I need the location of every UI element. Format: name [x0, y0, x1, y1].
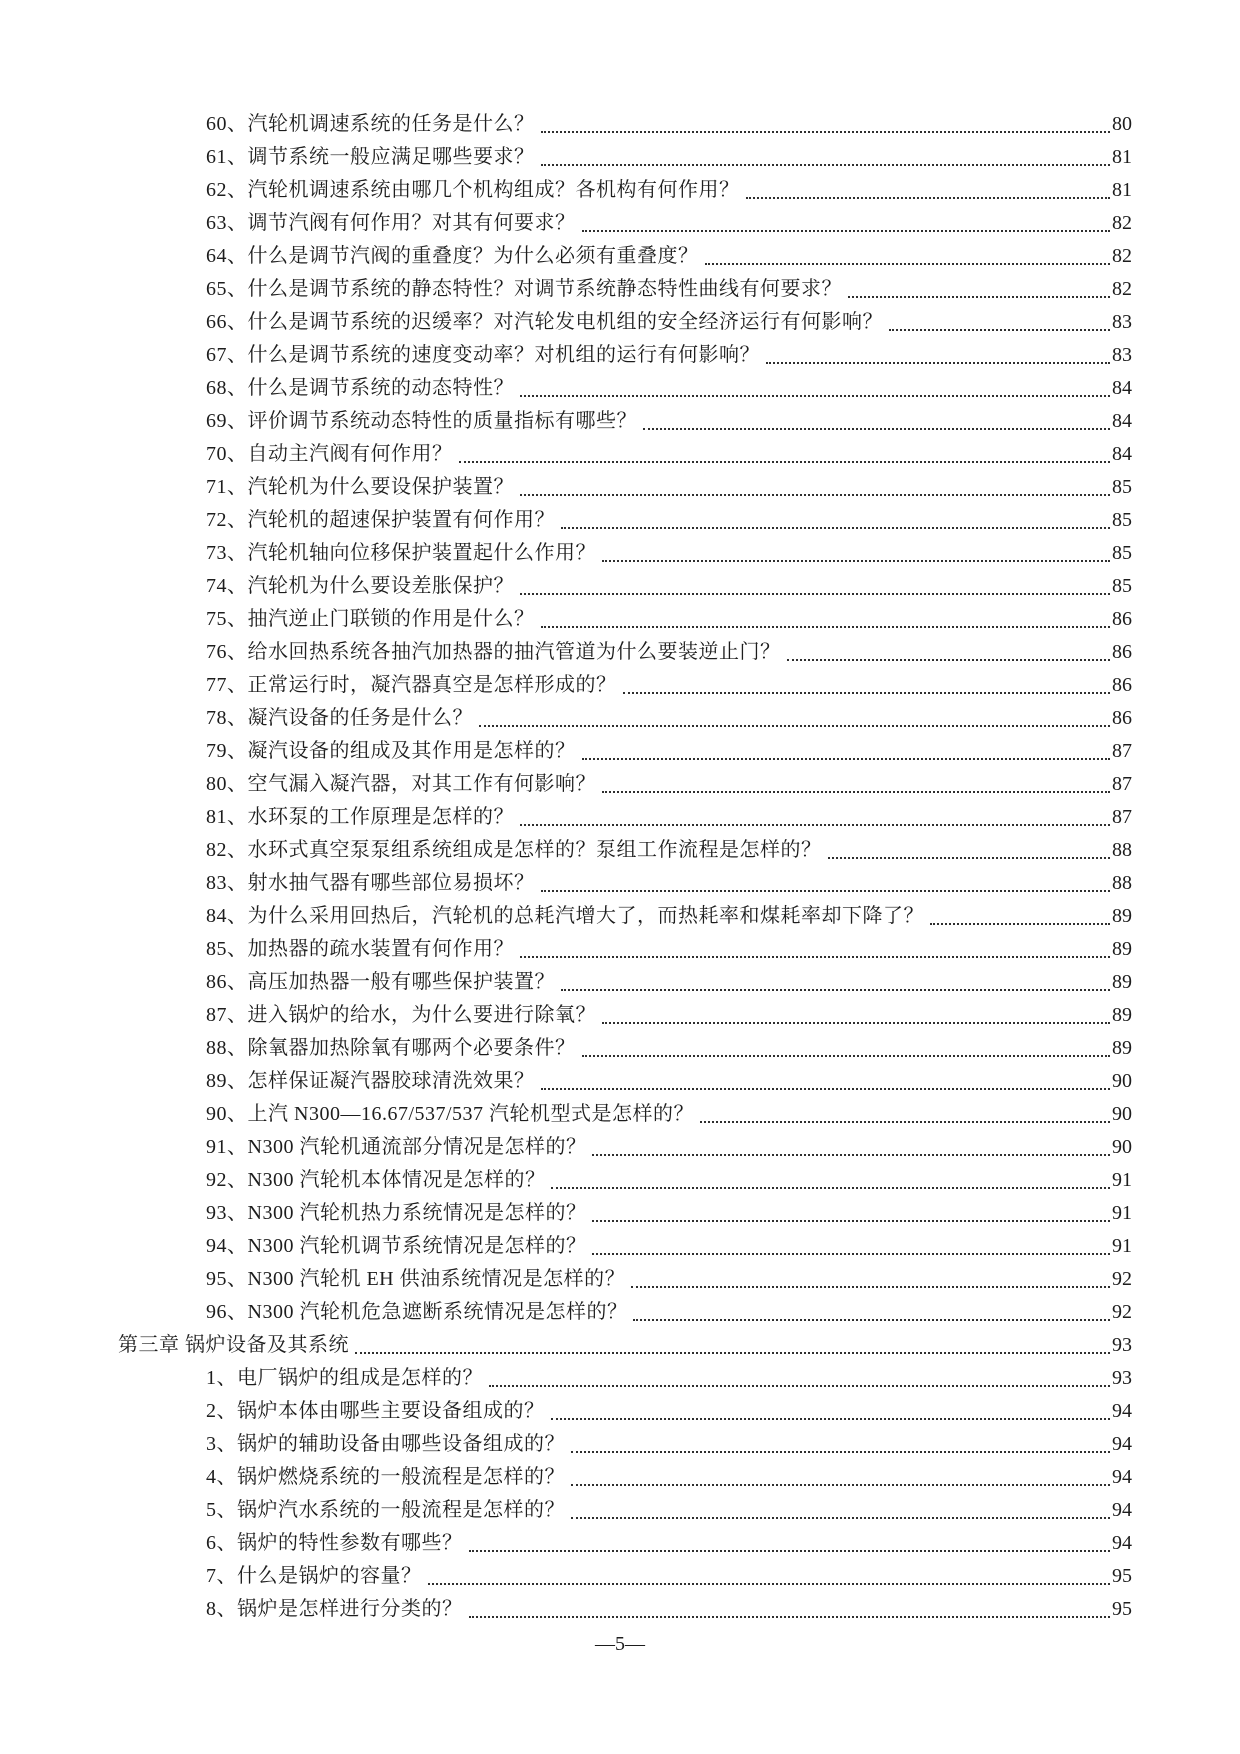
- toc-entry-label: 5、锅炉汽水系统的一般流程是怎样的？: [206, 1499, 565, 1521]
- toc-entry: [118, 999, 1132, 1032]
- toc-entry: [118, 669, 1132, 702]
- toc-dot-leader: [746, 197, 1111, 199]
- toc-entry: [118, 306, 1132, 339]
- toc-entry-label: 77、正常运行时，凝汽器真空是怎样形成的？: [206, 674, 617, 696]
- toc-page-number: 84: [1112, 377, 1132, 399]
- toc-page-number: 86: [1112, 641, 1132, 663]
- toc-entry: [118, 570, 1132, 603]
- toc-entry: [118, 1197, 1132, 1230]
- toc-dot-leader: [623, 692, 1111, 694]
- toc-entry: [118, 702, 1132, 735]
- toc-page-number: 88: [1112, 839, 1132, 861]
- toc-page-number: 91: [1112, 1202, 1132, 1224]
- toc-entry: [118, 1263, 1132, 1296]
- toc-list: [118, 108, 1132, 1626]
- toc-entry-label: 6、锅炉的特性参数有哪些？: [206, 1532, 463, 1554]
- toc-entry: [118, 174, 1132, 207]
- toc-entry: [118, 1593, 1132, 1626]
- toc-entry-label: 8、锅炉是怎样进行分类的？: [206, 1598, 463, 1620]
- toc-entry-label: 62、汽轮机调速系统由哪几个机构组成？各机构有何作用？: [206, 179, 740, 201]
- toc-page-number: 89: [1112, 1004, 1132, 1026]
- toc-entry-label: 71、汽轮机为什么要设保护装置？: [206, 476, 514, 498]
- toc-dot-leader: [520, 956, 1110, 958]
- toc-entry-label: 79、凝汽设备的组成及其作用是怎样的？: [206, 740, 576, 762]
- toc-entry-label: 7、什么是锅炉的容量？: [206, 1565, 422, 1587]
- toc-entry-label: 60、汽轮机调速系统的任务是什么？: [206, 113, 535, 135]
- toc-page-number: 87: [1112, 806, 1132, 828]
- toc-dot-leader: [571, 1517, 1110, 1519]
- toc-entry-label: 1、电厂锅炉的组成是怎样的？: [206, 1367, 483, 1389]
- toc-dot-leader: [787, 659, 1111, 661]
- toc-dot-leader: [571, 1451, 1110, 1453]
- toc-entry: [118, 933, 1132, 966]
- toc-dot-leader: [602, 791, 1110, 793]
- toc-entry-label: 3、锅炉的辅助设备由哪些设备组成的？: [206, 1433, 565, 1455]
- toc-page-number: 84: [1112, 410, 1132, 432]
- toc-entry: [118, 1560, 1132, 1593]
- toc-page-number: 91: [1112, 1169, 1132, 1191]
- toc-dot-leader: [469, 1616, 1111, 1618]
- toc-dot-leader: [592, 1253, 1110, 1255]
- toc-entry-label: 74、汽轮机为什么要设差胀保护？: [206, 575, 514, 597]
- toc-dot-leader: [541, 164, 1111, 166]
- toc-entry: [118, 834, 1132, 867]
- toc-entry-label: 92、N300 汽轮机本体情况是怎样的？: [206, 1169, 546, 1191]
- toc-entry-label: 69、评价调节系统动态特性的质量指标有哪些？: [206, 410, 637, 432]
- toc-entry-label: 61、调节系统一般应满足哪些要求？: [206, 146, 535, 168]
- toc-page-number: 82: [1112, 245, 1132, 267]
- toc-dot-leader: [561, 989, 1110, 991]
- toc-dot-leader: [561, 527, 1110, 529]
- toc-dot-leader: [643, 428, 1110, 430]
- toc-page-number: 80: [1112, 113, 1132, 135]
- toc-dot-leader: [889, 329, 1110, 331]
- toc-page-number: 88: [1112, 872, 1132, 894]
- toc-page-number: 89: [1112, 938, 1132, 960]
- toc-entry: [118, 504, 1132, 537]
- toc-page-number: 83: [1112, 344, 1132, 366]
- toc-dot-leader: [541, 890, 1111, 892]
- toc-entry: [118, 900, 1132, 933]
- toc-entry-label: 80、空气漏入凝汽器，对其工作有何影响？: [206, 773, 596, 795]
- toc-entry-label: 95、N300 汽轮机 EH 供油系统情况是怎样的？: [206, 1268, 626, 1290]
- toc-entry-label: 76、给水回热系统各抽汽加热器的抽汽管道为什么要装逆止门？: [206, 641, 781, 663]
- toc-page-number: 93: [1112, 1367, 1132, 1389]
- toc-entry: [118, 273, 1132, 306]
- toc-entry: [118, 603, 1132, 636]
- toc-entry: [118, 867, 1132, 900]
- toc-entry: [118, 1527, 1132, 1560]
- toc-dot-leader: [602, 1022, 1110, 1024]
- toc-dot-leader: [551, 1187, 1110, 1189]
- toc-page-number: 84: [1112, 443, 1132, 465]
- toc-page-number: 92: [1112, 1268, 1132, 1290]
- toc-dot-leader: [541, 131, 1111, 133]
- toc-entry: [118, 471, 1132, 504]
- toc-entry-label: 75、抽汽逆止门联锁的作用是什么？: [206, 608, 535, 630]
- toc-page-number: 95: [1112, 1598, 1132, 1620]
- toc-entry-label: 64、什么是调节汽阀的重叠度？为什么必须有重叠度？: [206, 245, 699, 267]
- toc-page-number: 89: [1112, 1037, 1132, 1059]
- toc-entry-label: 87、进入锅炉的给水，为什么要进行除氧？: [206, 1004, 596, 1026]
- toc-page-number: 85: [1112, 542, 1132, 564]
- toc-entry: [118, 636, 1132, 669]
- toc-dot-leader: [582, 758, 1111, 760]
- toc-page-number: 95: [1112, 1565, 1132, 1587]
- toc-dot-leader: [592, 1220, 1110, 1222]
- toc-entry: [118, 1164, 1132, 1197]
- toc-page-number: 85: [1112, 575, 1132, 597]
- toc-entry: [118, 1428, 1132, 1461]
- toc-entry-label: 89、怎样保证凝汽器胶球清洗效果？: [206, 1070, 535, 1092]
- toc-entry: [118, 1131, 1132, 1164]
- toc-entry-label: 68、什么是调节系统的动态特性？: [206, 377, 514, 399]
- toc-dot-leader: [551, 1418, 1111, 1420]
- toc-entry: [118, 372, 1132, 405]
- toc-entry-label: 85、加热器的疏水装置有何作用？: [206, 938, 514, 960]
- toc-dot-leader: [930, 923, 1110, 925]
- toc-dot-leader: [633, 1319, 1110, 1321]
- toc-dot-leader: [828, 857, 1111, 859]
- toc-dot-leader: [582, 1055, 1111, 1057]
- toc-entry: [118, 438, 1132, 471]
- toc-entry: [118, 537, 1132, 570]
- toc-dot-leader: [766, 362, 1110, 364]
- toc-entry: [118, 1461, 1132, 1494]
- toc-entry: [118, 801, 1132, 834]
- toc-entry-label: 65、什么是调节系统的静态特性？对调节系统静态特性曲线有何要求？: [206, 278, 842, 300]
- toc-entry: [118, 141, 1132, 174]
- toc-page-number: 83: [1112, 311, 1132, 333]
- toc-dot-leader: [428, 1583, 1111, 1585]
- toc-page-number: 91: [1112, 1235, 1132, 1257]
- toc-entry: [118, 339, 1132, 372]
- toc-page-number: 85: [1112, 476, 1132, 498]
- toc-entry-label: 81、水环泵的工作原理是怎样的？: [206, 806, 514, 828]
- toc-dot-leader: [705, 263, 1111, 265]
- toc-entry-label: 86、高压加热器一般有哪些保护装置？: [206, 971, 555, 993]
- toc-page-number: 94: [1112, 1433, 1132, 1455]
- page-footer: [0, 1628, 1240, 1661]
- toc-dot-leader: [602, 560, 1110, 562]
- toc-entry: [118, 1098, 1132, 1131]
- toc-dot-leader: [489, 1385, 1110, 1387]
- toc-entry-label: 73、汽轮机轴向位移保护装置起什么作用？: [206, 542, 596, 564]
- toc-page-number: 92: [1112, 1301, 1132, 1323]
- toc-entry: [118, 1032, 1132, 1065]
- toc-entry: [118, 966, 1132, 999]
- toc-page-number: 94: [1112, 1499, 1132, 1521]
- toc-entry: [118, 108, 1132, 141]
- toc-entry-label: 83、射水抽气器有哪些部位易损坏？: [206, 872, 535, 894]
- toc-entry: [118, 1362, 1132, 1395]
- toc-page-number: 85: [1112, 509, 1132, 531]
- toc-entry-label: 67、什么是调节系统的速度变动率？对机组的运行有何影响？: [206, 344, 760, 366]
- toc-entry: [118, 405, 1132, 438]
- toc-entry: [118, 735, 1132, 768]
- toc-page-number: 86: [1112, 674, 1132, 696]
- toc-entry-label: 66、什么是调节系统的迟缓率？对汽轮发电机组的安全经济运行有何影响？: [206, 311, 883, 333]
- toc-page-number: 90: [1112, 1103, 1132, 1125]
- toc-dot-leader: [571, 1484, 1110, 1486]
- toc-page-number: 94: [1112, 1532, 1132, 1554]
- toc-dot-leader: [700, 1121, 1110, 1123]
- toc-dot-leader: [582, 230, 1111, 232]
- toc-dot-leader: [520, 395, 1110, 397]
- toc-page-number: 87: [1112, 740, 1132, 762]
- toc-entry-label: 90、上汽 N300—16.67/537/537 汽轮机型式是怎样的？: [206, 1103, 695, 1125]
- toc-dot-leader: [541, 626, 1111, 628]
- toc-page-number: 94: [1112, 1400, 1132, 1422]
- toc-page-number: 82: [1112, 212, 1132, 234]
- toc-dot-leader: [848, 296, 1110, 298]
- toc-entry: [118, 768, 1132, 801]
- toc-dot-leader: [520, 494, 1110, 496]
- toc-entry-label: 4、锅炉燃烧系统的一般流程是怎样的？: [206, 1466, 565, 1488]
- toc-entry: [118, 1065, 1132, 1098]
- toc-entry-label: 78、凝汽设备的任务是什么？: [206, 707, 473, 729]
- toc-page-number: 87: [1112, 773, 1132, 795]
- toc-page-number: 86: [1112, 608, 1132, 630]
- toc-dot-leader: [592, 1154, 1110, 1156]
- toc-dot-leader: [520, 593, 1110, 595]
- toc-entry-label: 72、汽轮机的超速保护装置有何作用？: [206, 509, 555, 531]
- toc-entry-label: 82、水环式真空泵泵组系统组成是怎样的？泵组工作流程是怎样的？: [206, 839, 822, 861]
- toc-entry-label: 第三章 锅炉设备及其系统: [118, 1334, 349, 1356]
- toc-page-number: 82: [1112, 278, 1132, 300]
- toc-dot-leader: [631, 1286, 1110, 1288]
- toc-page-number: 81: [1112, 179, 1132, 201]
- toc-page-number: 89: [1112, 905, 1132, 927]
- toc-entry-label: 2、锅炉本体由哪些主要设备组成的？: [206, 1400, 545, 1422]
- toc-dot-leader: [459, 461, 1111, 463]
- toc-entry: [118, 1395, 1132, 1428]
- toc-entry-label: 88、除氧器加热除氧有哪两个必要条件？: [206, 1037, 576, 1059]
- toc-entry: [118, 207, 1132, 240]
- toc-dot-leader: [355, 1352, 1110, 1354]
- toc-entry-label: 94、N300 汽轮机调节系统情况是怎样的？: [206, 1235, 587, 1257]
- toc-page-number: 90: [1112, 1070, 1132, 1092]
- toc-page-number: 93: [1112, 1334, 1132, 1356]
- toc-dot-leader: [541, 1088, 1111, 1090]
- toc-page-number: 81: [1112, 146, 1132, 168]
- toc-dot-leader: [479, 725, 1110, 727]
- toc-page-number: 86: [1112, 707, 1132, 729]
- toc-entry-label: 93、N300 汽轮机热力系统情况是怎样的？: [206, 1202, 587, 1224]
- toc-entry-label: 63、调节汽阀有何作用？对其有何要求？: [206, 212, 576, 234]
- toc-dot-leader: [469, 1550, 1111, 1552]
- toc-entry: [118, 1329, 1132, 1362]
- toc-entry-label: 70、自动主汽阀有何作用？: [206, 443, 453, 465]
- toc-page-number: 89: [1112, 971, 1132, 993]
- toc-entry: [118, 1296, 1132, 1329]
- toc-page-number: 90: [1112, 1136, 1132, 1158]
- toc-entry: [118, 240, 1132, 273]
- page-footer-number: —5—: [595, 1633, 645, 1655]
- toc-entry: [118, 1494, 1132, 1527]
- toc-dot-leader: [520, 824, 1110, 826]
- toc-entry-label: 84、为什么采用回热后，汽轮机的总耗汽增大了，而热耗率和煤耗率却下降了？: [206, 905, 924, 927]
- toc-entry-label: 91、N300 汽轮机通流部分情况是怎样的？: [206, 1136, 587, 1158]
- toc-entry-label: 96、N300 汽轮机危急遮断系统情况是怎样的？: [206, 1301, 628, 1323]
- toc-entry: [118, 1230, 1132, 1263]
- toc-page-number: 94: [1112, 1466, 1132, 1488]
